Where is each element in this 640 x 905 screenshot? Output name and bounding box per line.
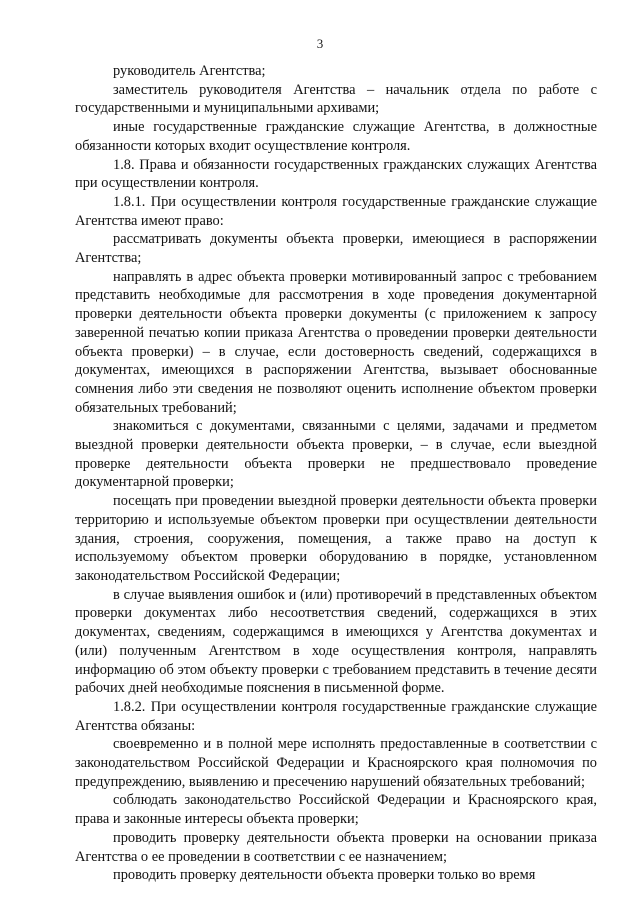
paragraph-duty-observe-law: соблюдать законодательство Российской Федерации и Красноярского края, права и законные интересы объекта проверки; <box>75 792 597 828</box>
paragraph-right-familiarize: знакомиться с документами, связанными с целями, задачами и предметом выездной проверки деятельности объекта проверки, – в случае, если выездной проверке деятельности объекта проверки не предшествовало проведение документарной проверки; <box>75 418 597 491</box>
paragraph-duty-inspect-by-order: проводить проверку деятельности объекта проверки на основании приказа Агентства о ее проведении в соответствии с ее назначением; <box>75 829 597 865</box>
paragraph-duty-inspect-time: проводить проверку деятельности объекта проверки только во время <box>113 867 536 884</box>
paragraph-duty-exercise-powers: своевременно и в полной мере исполнять предоставленные в соответствии с законодательством Российской Федерации и Красноярского края полномочия по предупреждению, выявлению и пресечению нарушений обязательных требований; <box>75 736 597 790</box>
paragraph-right-review-documents: рассматривать документы объекта проверки, имеющиеся в распоряжении Агентства; <box>75 231 597 267</box>
page-number: 3 <box>316 36 324 51</box>
paragraph-right-visit: посещать при проведении выездной проверки деятельности объекта проверки территорию и используемые объектом проверки при осуществлении деятельности здания, строения, сооружения, помещения, а также право на доступ к используемому объектом проверки оборудованию в порядке, установленном законодательством Российской Федерации; <box>75 493 597 584</box>
paragraph-right-send-request: направлять в адрес объекта проверки мотивированный запрос с требованием представить необходимые для рассмотрения в ходе проведения документарной проверки деятельности объекта проверки документы (с приложением к запросу заверенной печатью копии приказа Агентства о проведении проверки деятельности объекта проверки) – в случае, если достоверность сведений, содержащихся в документах, имеющихся в распоряжении Агентства, вызывает обоснованные сомнения либо эти сведения не позволяют оценить исполнение объектом проверки обязательных требований; <box>75 268 597 416</box>
document-body <box>75 62 597 885</box>
paragraph-other-servants: иные государственные гражданские служащие Агентства, в должностные обязанности которых входит осуществление контроля. <box>75 119 597 154</box>
paragraph-deputy-head: заместитель руководителя Агентства – начальник отдела по работе с государственными и муниципальными архивами; <box>75 81 597 117</box>
paragraph-section-1-8-1: 1.8.1. При осуществлении контроля государственные гражданские служащие Агентства имеют право: <box>75 193 597 229</box>
paragraph-right-errors: в случае выявления ошибок и (или) противоречий в представленных объектом проверки документах либо несоответствия сведений, содержащихся в этих документах, сведениям, содержащимся в имеющихся у Агентства документах и (или) полученным Агентством в ходе осуществления контроля, направлять информацию об этом объекту проверки с требованием представить в течение десяти рабочих дней необходимые пояснения в письменной форме. <box>75 586 597 697</box>
paragraph-head-of-agency: руководитель Агентства; <box>113 63 266 79</box>
paragraph-section-1-8: 1.8. Права и обязанности государственных гражданских служащих Агентства при осуществлении контроля. <box>75 156 597 192</box>
paragraph-section-1-8-2: 1.8.2. При осуществлении контроля государственные гражданские служащие Агентства обязаны: <box>75 698 597 734</box>
